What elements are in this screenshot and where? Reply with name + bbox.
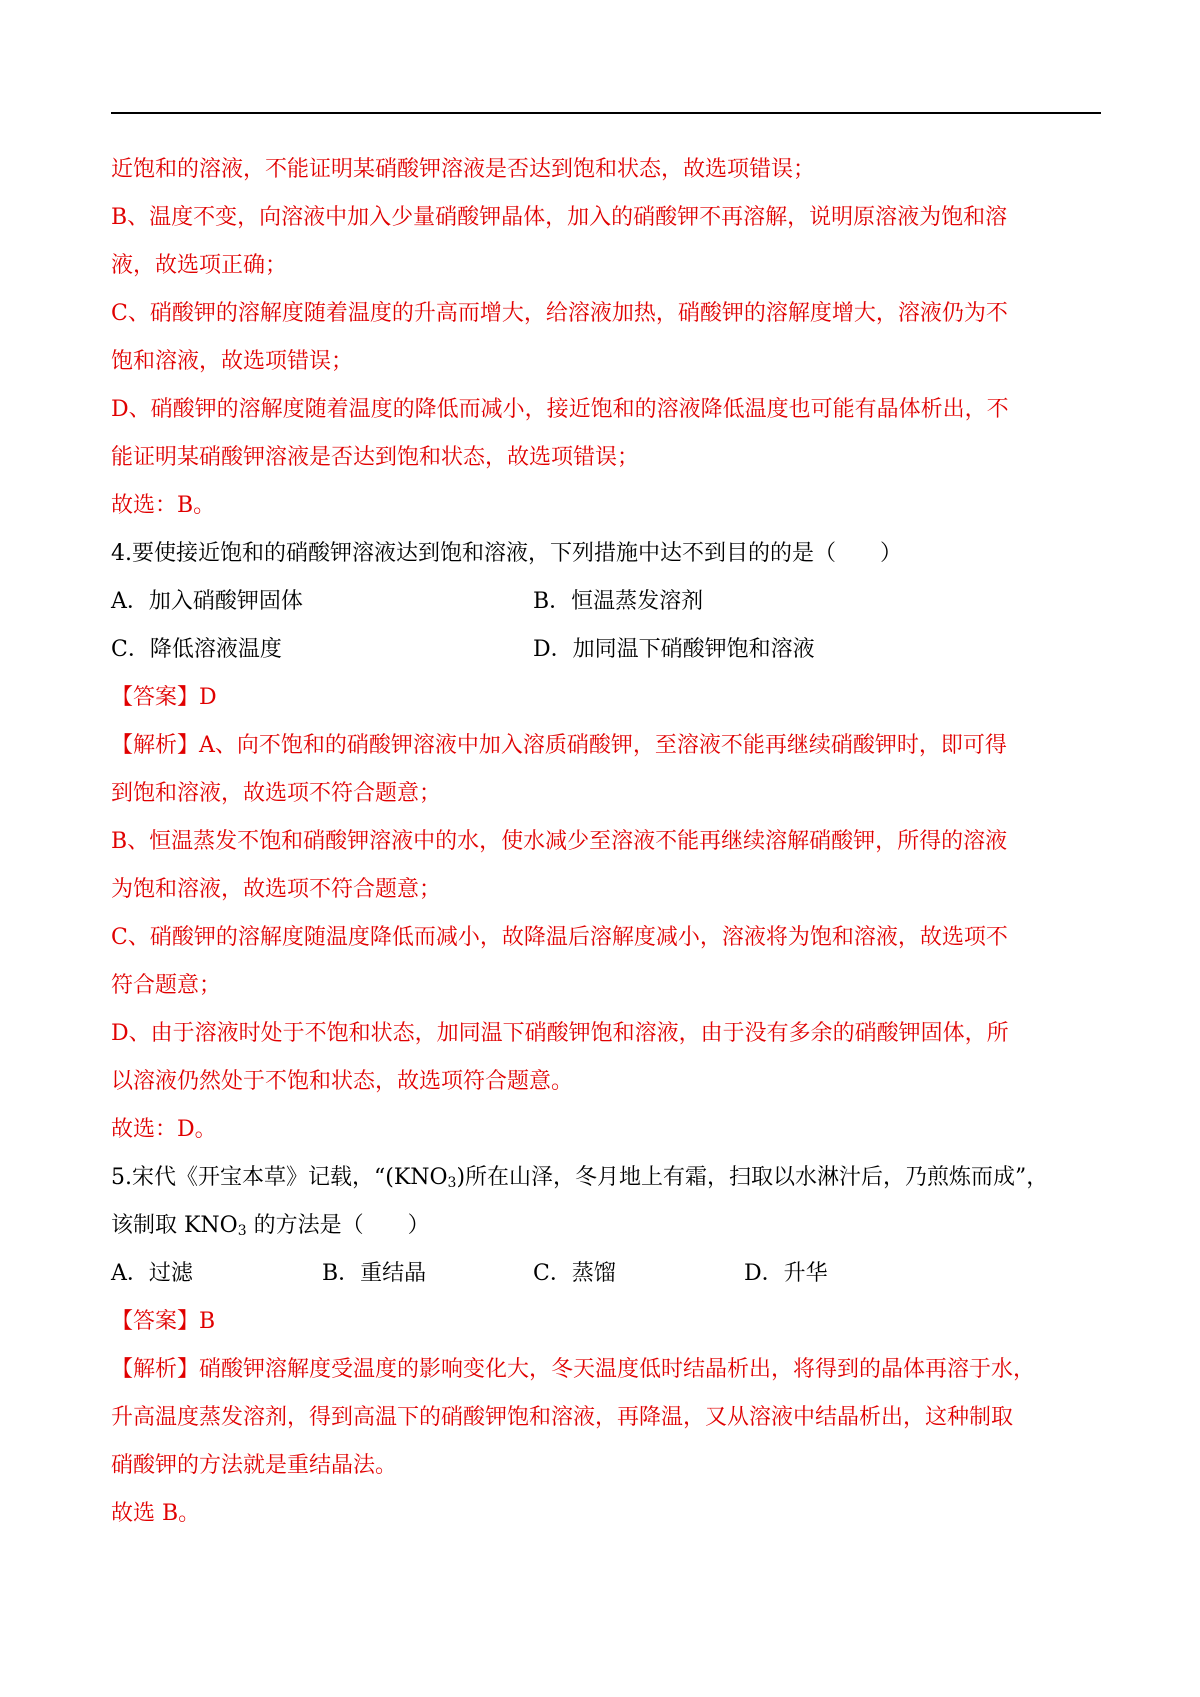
option-c: C．降低溶液温度 (111, 637, 282, 662)
analysis-line: 【解析】A、向不饱和的硝酸钾溶液中加入溶质硝酸钾，至溶液不能再继续硝酸钾时，即可得 (111, 733, 1007, 758)
analysis-line: 升高温度蒸发溶剂，得到高温下的硝酸钾饱和溶液，再降温，又从溶液中结晶析出，这种制取 (111, 1405, 1014, 1430)
options-row (111, 626, 1101, 674)
analysis-line: B、温度不变，向溶液中加入少量硝酸钾晶体，加入的硝酸钾不再溶解，说明原溶液为饱和溶 (111, 205, 1008, 230)
option-d: D．升华 (744, 1261, 828, 1286)
analysis-line: 为饱和溶液，故选项不符合题意； (111, 877, 442, 902)
header-rule (111, 112, 1101, 114)
question-stem: 4.要使接近饱和的硝酸钾溶液达到饱和溶液，下列措施中达不到目的的是（ ） (111, 541, 902, 566)
stem-text: 5.宋代《开宝本草》记载，“(KNO (111, 1165, 448, 1190)
option-b: B．重结晶 (322, 1261, 427, 1286)
analysis-line: D、由于溶液时处于不饱和状态，加同温下硝酸钾饱和溶液，由于没有多余的硝酸钾固体，所 (111, 1021, 1009, 1046)
option-b: B．恒温蒸发溶剂 (533, 589, 704, 614)
page-content (111, 146, 1101, 1538)
analysis-line: 硝酸钾的方法就是重结晶法。 (111, 1453, 398, 1478)
option-d: D．加同温下硝酸钾饱和溶液 (533, 637, 815, 662)
analysis-line: 以溶液仍然处于不饱和状态，故选项符合题意。 (111, 1069, 574, 1094)
question-4 (111, 530, 1101, 1154)
conclusion-line: 故选 B。 (111, 1501, 201, 1526)
subscript: 3 (447, 1175, 457, 1191)
analysis-line: 能证明某硝酸钾溶液是否达到饱和状态，故选项错误； (111, 445, 640, 470)
options-row (111, 1250, 1101, 1298)
q3-analysis-tail (111, 146, 1101, 530)
conclusion-line: 故选：D。 (111, 1117, 217, 1142)
analysis-line: D、硝酸钾的溶解度随着温度的降低而减小，接近饱和的溶液降低温度也可能有晶体析出，不 (111, 397, 1009, 422)
option-a: A．过滤 (111, 1261, 193, 1286)
analysis-line: 近饱和的溶液，不能证明某硝酸钾溶液是否达到饱和状态，故选项错误； (111, 157, 816, 182)
analysis-line: 饱和溶液，故选项错误； (111, 349, 354, 374)
answer-line: 【答案】B (111, 1309, 216, 1334)
option-a: A．加入硝酸钾固体 (111, 589, 303, 614)
analysis-line: 【解析】硝酸钾溶解度受温度的影响变化大，冬天温度低时结晶析出，将得到的晶体再溶于水， (111, 1357, 1036, 1382)
question-5 (111, 1154, 1101, 1538)
analysis-line: 液，故选项正确； (111, 253, 288, 278)
stem-text: 该制取 KNO (111, 1213, 238, 1238)
option-c: C．蒸馏 (533, 1261, 616, 1286)
question-stem-continued (111, 1202, 1101, 1250)
analysis-line: C、硝酸钾的溶解度随温度降低而减小，故降温后溶解度减小，溶液将为饱和溶液，故选项不 (111, 925, 1008, 950)
conclusion-line: 故选：B。 (111, 493, 216, 518)
subscript: 3 (237, 1223, 247, 1239)
analysis-line: 符合题意； (111, 973, 222, 998)
options-row (111, 578, 1101, 626)
analysis-line: B、恒温蒸发不饱和硝酸钾溶液中的水，使水减少至溶液不能再继续溶解硝酸钾，所得的溶液 (111, 829, 1008, 854)
answer-line: 【答案】D (111, 685, 217, 710)
analysis-line: C、硝酸钾的溶解度随着温度的升高而增大，给溶液加热，硝酸钾的溶解度增大，溶液仍为不 (111, 301, 1008, 326)
analysis-line: 到饱和溶液，故选项不符合题意； (111, 781, 442, 806)
stem-text: )所在山泽，冬月地上有霜，扫取以水淋汁后，乃煎炼而成”， (456, 1165, 1049, 1190)
question-stem (111, 1154, 1101, 1202)
stem-text: 的方法是（ ） (246, 1213, 430, 1238)
